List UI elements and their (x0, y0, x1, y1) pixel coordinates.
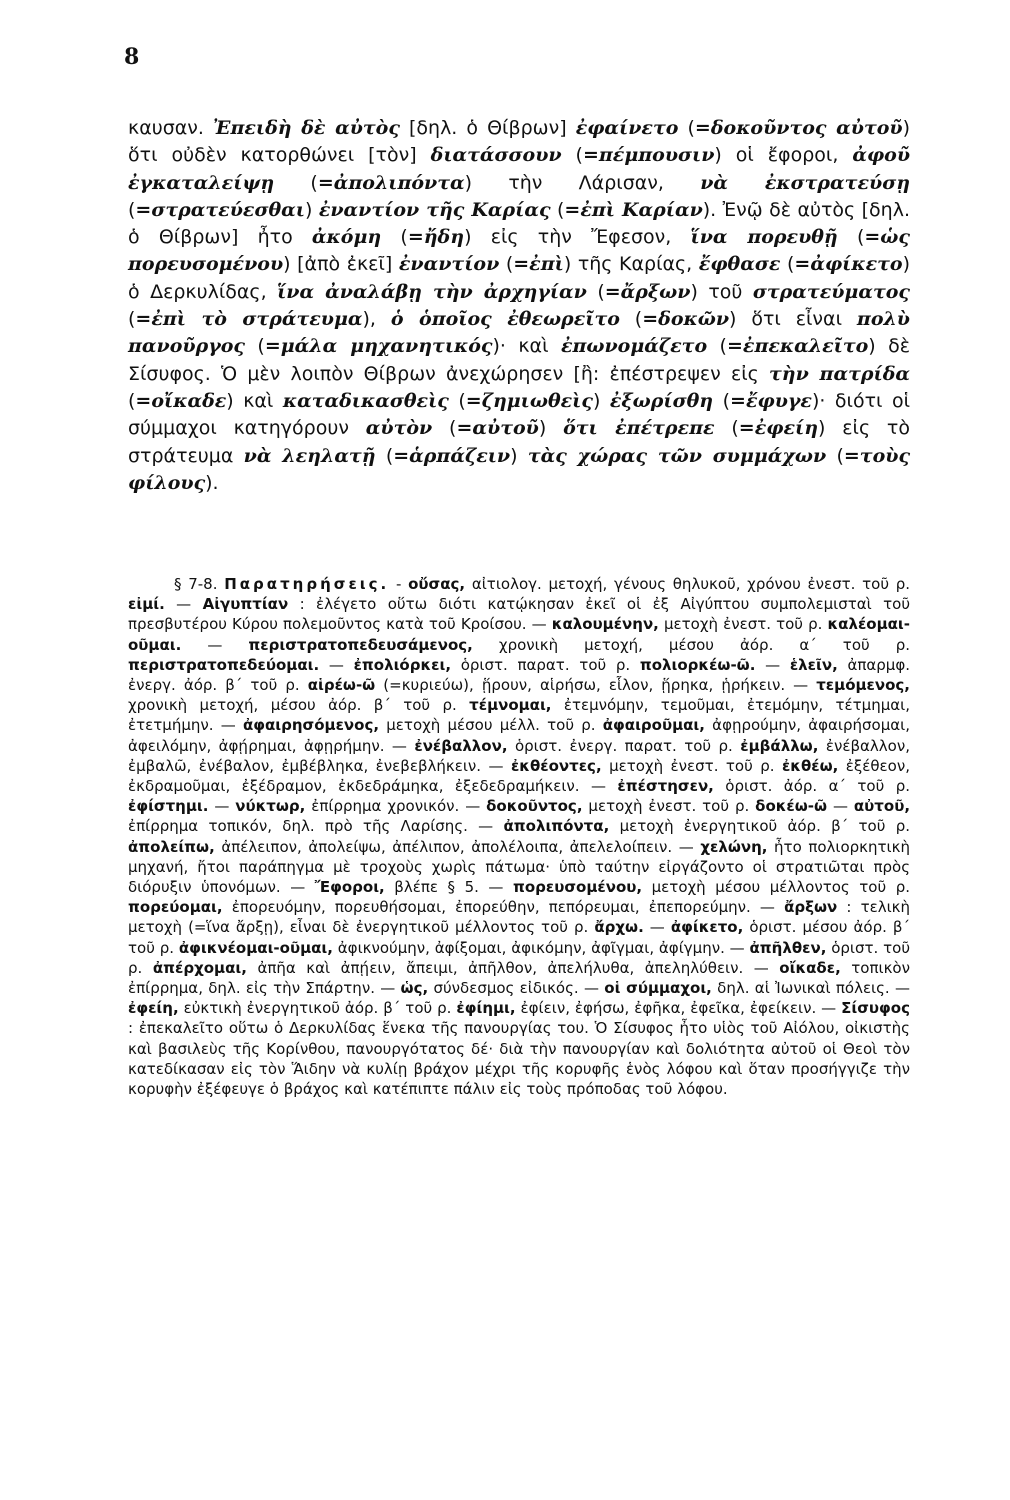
greek-phrase: =ἐφείη (738, 417, 819, 440)
text-run: δηλ. αἱ Ἰωνικαὶ πόλεις. — (711, 979, 910, 998)
text-run: ὁριστ. μέσου ἀόρ. β΄ τοῦ ρ. (128, 918, 910, 957)
text-run: ( (499, 253, 514, 276)
lemma: ἀπέρχομαι, (152, 958, 247, 977)
greek-phrase: =δοκοῦντος αὐτοῦ (694, 117, 903, 139)
greek-phrase: τὰς χώρας τῶν συμμάχων (527, 444, 827, 467)
greek-phrase: =στρατεύεσθαι (135, 198, 305, 221)
text-run: ἐπίρρημα χρονικόν. — (305, 797, 487, 816)
text-run: ( (274, 171, 318, 194)
text-run: ( (381, 226, 408, 249)
lemma: αὐτοῦ, (853, 797, 911, 816)
greek-phrase: =ἤδη (407, 226, 465, 249)
lemma: περιστρατοπεδευσάμενος, (248, 635, 473, 654)
text-run: ) δὲ Σίσυφος. Ὁ μὲν λοιπὸν Θίβρων ἀνεχώρησεν [ἢ: ἐπέστρεψεν εἰς (128, 335, 910, 385)
text-run: ) [ἀπὸ ἐκεῖ] (283, 253, 399, 276)
text-run: ) (510, 444, 528, 467)
text-run: )· καὶ (492, 335, 561, 358)
text-run: ( (707, 335, 727, 358)
text-run: ἀφῃρούμην, ἀφαιρήσομαι, ἀφειλόμην, ἀφῄρημαι, ἀφῃρήμην. — (128, 716, 910, 755)
greek-phrase: ἐναντίον (398, 253, 500, 276)
text-run: μετοχὴ μέσου μέλλ. τοῦ ρ. (379, 716, 603, 735)
lemma: ἐκθέω, (781, 756, 839, 775)
text-run: ) (304, 198, 319, 221)
text-run: — (181, 635, 249, 654)
text-run: ( (550, 198, 565, 221)
text-run: ( (780, 253, 795, 276)
text-run: § 7-8. (174, 575, 225, 593)
text-run: (=κυριεύω), ᾕρουν, αἱρήσω, εἷλον, ᾕρηκα, ᾑρήκειν. — (375, 676, 817, 695)
lemma: ἀπολιπόντα, (503, 817, 610, 836)
text-run: ). Ἐνῷ δὲ αὐτὸς [δηλ. ὁ Θίβρων] ἦτο (128, 198, 910, 249)
lemma: ἐκθέοντες, (510, 756, 602, 775)
text-run: ἀφικνούμην, ἀφίξομαι, ἀφικόμην, ἀφῖγμαι, ἀφίγμην. — (332, 938, 750, 957)
text-run: σύνδεσμος εἰδικός. — (428, 979, 605, 998)
text-run: ἐπορευόμην, πορευθήσομαι, ἐπορεύθην, πεπόρευμαι, ἐπεπορεύμην. — (222, 898, 785, 917)
text-run: ) εἰς τὸ στράτευμα (128, 417, 910, 467)
lemma: δοκέω-ῶ (755, 797, 828, 816)
text-run: μετοχὴ ἐνεστ. τοῦ ρ. (601, 756, 782, 775)
section-heading: Παρατηρήσεις. (224, 575, 390, 593)
lemma: καλέομαι-οῦμαι. (128, 615, 911, 654)
greek-phrase: ἵνα ἀναλάβῃ τὴν ἀρχηγίαν (277, 280, 587, 303)
text-run: ) εἰς τὴν Ἔφεσον, (464, 226, 691, 249)
text-run: ( (678, 117, 695, 139)
lemma: τέμνομαι, (469, 696, 552, 715)
text-run: ἐφίειν, ἐφήσω, ἐφῆκα, ἐφεῖκα, ἐφείκειν. — (515, 999, 842, 1018)
text-run: μετοχὴ ἐνεργητικοῦ ἀόρ. β΄ τοῦ ρ. (609, 817, 910, 836)
lemma: περιστρατοπεδεύομαι. (128, 655, 320, 674)
lemma: ἑλεῖν, (789, 655, 838, 674)
greek-phrase: =μάλα μηχανητικός (264, 335, 493, 358)
text-run: ( (432, 417, 457, 440)
lemma: νύκτωρ, (235, 797, 306, 816)
text-run: ( (837, 226, 865, 249)
lemma: ἀπῆλθεν, (749, 938, 827, 957)
text-run: : ἐλέγετο οὕτω διότι κατῴκησαν ἐκεῖ οἱ ἐξ Αἰγύπτου συμπολεμισταὶ τοῦ πρεσβυτέρου Κύρου πολεμοῦντος κατὰ τοῦ Κροίσου. — (128, 595, 910, 634)
lemma: εἰμί. (128, 595, 165, 614)
text-run: εὐκτικὴ ἐνεργητικοῦ ἀόρ. β΄ τοῦ ρ. (178, 999, 457, 1018)
text-run: καυσαν. (128, 117, 214, 139)
lemma: ἐπέστησεν, (617, 777, 714, 796)
greek-phrase: Ἐπειδὴ δὲ αὐτὸς (213, 117, 400, 139)
text-run: ) τοῦ (690, 280, 753, 303)
greek-phrase: =πέμπουσιν (582, 144, 715, 167)
text-run: ) ὅτι οὐδὲν κατορθώνει [τὸν] (128, 117, 911, 167)
lemma: ἐπολιόρκει, (353, 655, 452, 674)
greek-phrase: =ζημιωθεὶς (465, 389, 593, 412)
text-run: ( (713, 389, 731, 412)
text-run: ), (362, 308, 391, 331)
commentary-paragraph (128, 574, 910, 1099)
greek-phrase: =ἁρπάζειν (393, 444, 511, 467)
lemma: ἄρχω. (594, 918, 644, 937)
lemma: Σίσυφος (841, 999, 910, 1018)
text-run: )· διότι οἱ σύμμαχοι κατηγόρουν (128, 389, 911, 440)
text-run: ) (538, 417, 564, 440)
greek-phrase: =ἄρξων (604, 280, 691, 303)
text-run: ἀπῆα καὶ ἀπῄειν, ἄπειμι, ἀπῆλθον, ἀπελήλυθα, ἀπεληλύθειν. — (246, 958, 780, 977)
lemma: Ἔφοροι, (314, 878, 385, 897)
text-run: ἐπίρρημα τοπικόν, δηλ. πρὸ τῆς Λαρίσης. — (128, 817, 504, 836)
lemma: χελώνη, (700, 837, 768, 856)
text-run: μετοχὴ ἐνεστ. τοῦ ρ. (582, 797, 756, 816)
greek-phrase: ἐξωρίσθη (609, 389, 714, 412)
greek-phrase: ἔφθασε (698, 253, 781, 276)
text-run: ( (586, 280, 605, 303)
text-run: ( (128, 308, 136, 331)
lemma: πορευσομένου, (512, 878, 643, 897)
text-run: [δηλ. ὁ Θίβρων] (399, 117, 576, 139)
greek-phrase: ἐναντίον τῆς Καρίας (318, 198, 551, 221)
lemma: ἄρξων (784, 898, 838, 917)
text-run: - (389, 575, 409, 593)
greek-phrase: =ἐπὶ Καρίαν (564, 198, 703, 221)
greek-phrase: ἵνα πορευθῇ (690, 226, 838, 249)
text-run: ὁριστ. παρατ. τοῦ ρ. (451, 655, 640, 674)
lemma: πολιορκέω-ῶ. (639, 655, 756, 674)
text-run: ) ὁ Δερκυλίδας, (128, 253, 911, 303)
greek-phrase: πολὺ πανοῦργος (128, 308, 910, 358)
text-run: ( (128, 389, 136, 412)
text-run: χρονικὴ μετοχή, μέσου ἀόρ. α΄ τοῦ ρ. (472, 635, 910, 654)
text-run: ( (128, 198, 136, 221)
text-run: ) τὴν Λάρισαν, (464, 171, 701, 194)
text-run: ( (245, 335, 265, 358)
text-run: : τελικὴ μετοχὴ (=ἵνα ἄρξῃ), εἶναι δὲ ἐνεργητικοῦ μέλλοντος τοῦ ρ. (128, 898, 911, 937)
lemma: ὡς, (400, 979, 429, 998)
text-run: μετοχὴ ἐνεστ. τοῦ ρ. (658, 615, 828, 634)
lemma: καλουμένην, (551, 615, 659, 634)
lemma: ἐνέβαλλον, (414, 736, 508, 755)
greek-phrase: =δοκῶν (642, 308, 730, 331)
text-run: ( (619, 308, 643, 331)
lemma: αἱρέω-ῶ (307, 676, 376, 695)
lemma: ἐφίστημι. (128, 797, 209, 816)
text-run: ἐξέθεον, ἐκδραμοῦμαι, ἐξέδραμον, ἐκδεδράμηκα, ἐξεδεδραμήκειν. — (128, 756, 910, 796)
greek-phrase: =ἀπολιπόντα (317, 171, 465, 194)
text-run: ) οἱ ἔφοροι, (714, 144, 853, 167)
greek-phrase: =οἴκαδε (135, 389, 227, 412)
text-run: ἀπαρμφ. ἐνεργ. ἀόρ. β΄ τοῦ ρ. (128, 655, 910, 695)
text-run: ὁριστ. ἀόρ. α΄ τοῦ ρ. (713, 777, 911, 796)
text-run: ( (561, 144, 583, 167)
lemma: οἱ σύμμαχοι, (604, 979, 712, 998)
lemma: δοκοῦντος, (486, 797, 583, 816)
greek-phrase: ὁ ὁποῖος ἐθεωρεῖτο (390, 308, 620, 331)
text-run: : ἐπεκαλεῖτο οὕτω ὁ Δερκυλίδας ἕνεκα τῆς πανουργίας του. Ὁ Σίσυφος ἦτο υἱὸς τοῦ Αἰόλου, οἰκιστὴς καὶ βασιλεὺς τῆς Κορίνθου, πανουργότατος δέ· διὰ τὴν πανουργίαν καὶ δολιότητα αὐτοῦ οἱ Θεοὶ τὸν κατεδίκασαν εἰς τὸν Ἅιδην νὰ κυλίῃ βράχον μέχρι τῆς κορυφῆς ἑνὸς λόφου καὶ ὅταν προσήγγιζε τὴν κορυφὴν ἐξέφευγε ὁ βράχος καὶ κατέπιπτε πάλιν εἰς τοὺς πρόποδας τοῦ λόφου. (128, 1019, 910, 1099)
text-run: — (827, 797, 854, 816)
text-run: ) (592, 389, 610, 412)
lemma: οὔσας, (408, 575, 466, 593)
text-run: ὁριστ. τοῦ ρ. (128, 938, 910, 977)
text-run: ( (714, 417, 739, 440)
text-run: αἰτιολογ. μετοχή, γένους θηλυκοῦ, χρόνου ἐνεστ. τοῦ ρ. (465, 575, 911, 593)
text-run: ) ὅτι εἶναι (729, 308, 857, 331)
translation-paragraph (128, 115, 910, 497)
lemma: ἀφαιρησόμενος, (242, 716, 380, 735)
text-run: τοπικὸν ἐπίρρημα, δηλ. εἰς τὴν Σπάρτην. — (128, 958, 910, 998)
greek-phrase: =ἀφίκετο (794, 253, 903, 276)
lemma: ἐφείη, (128, 999, 179, 1018)
greek-phrase: =αὐτοῦ (456, 417, 539, 440)
greek-phrase: =ἐπεκαλεῖτο (726, 335, 869, 358)
greek-phrase: στρατεύματος (752, 280, 910, 303)
text-run: βλέπε § 5. — (384, 878, 513, 897)
lemma: ἀφαιροῦμαι, (602, 716, 705, 735)
text-run: χρονικὴ μετοχή, μέσου ἀόρ. β΄ τοῦ ρ. (128, 696, 470, 715)
text-run: ) τῆς Καρίας, (563, 253, 699, 276)
lemma: ἀφικνέομαι-οῦμαι, (178, 938, 333, 957)
text-run: — (164, 595, 203, 614)
text-run: ( (826, 444, 844, 467)
greek-phrase: =ἔφυγε (730, 389, 812, 412)
lemma: πορεύομαι, (128, 898, 223, 917)
text-run: ἐνέβαλλον, ἐμβαλῶ, ἐνέβαλον, ἐμβέβληκα, ἐνεβεβλήκειν. — (128, 736, 910, 775)
text-run: ὁριστ. ἐνεργ. παρατ. τοῦ ρ. (507, 736, 741, 755)
lemma: ἐμβάλλω, (740, 736, 819, 755)
greek-phrase: ἐπωνομάζετο (560, 335, 708, 358)
lemma: ἐφίημι, (456, 999, 516, 1018)
greek-phrase: =ἐπὶ τὸ στράτευμα (135, 308, 363, 331)
greek-phrase: ἀφοῦ ἐγκαταλείψῃ (128, 144, 910, 194)
text-run: ( (448, 389, 466, 412)
greek-phrase: τὴν πατρίδα (769, 362, 910, 385)
text-run: — (208, 797, 236, 816)
greek-phrase: =ἐπὶ (513, 253, 564, 276)
text-run: — (755, 655, 790, 674)
lemma: οἴκαδε, (779, 958, 841, 977)
greek-phrase: αὐτὸν (365, 417, 433, 440)
text-run: — (319, 655, 354, 674)
lemma: Αἰγυπτίαν (202, 595, 289, 614)
greek-phrase: =ὡς πορευσομένου (128, 226, 910, 276)
text-run: ἀπέλειπον, ἀπολείψω, ἀπέλιπον, ἀπολέλοιπα, ἀπελελοίπειν. — (214, 837, 701, 856)
greek-phrase: ἀκόμη (311, 226, 382, 249)
commentary-text (128, 574, 910, 1099)
greek-phrase: νὰ λεηλατῇ (243, 444, 376, 467)
text-run: ) καὶ (226, 389, 283, 412)
text-run: μετοχὴ μέσου μέλλοντος τοῦ ρ. (642, 878, 910, 897)
text-run: ἐτεμνόμην, τεμοῦμαι, ἐτεμόμην, τέτμημαι, ἐτετμήμην. — (128, 696, 910, 735)
lemma: ἀφίκετο, (670, 918, 744, 937)
page-number: 8 (124, 44, 140, 70)
text-run: — (643, 918, 671, 937)
greek-phrase: καταδικασθεὶς (282, 389, 449, 412)
greek-phrase: ὅτι ἐπέτρεπε (563, 417, 715, 440)
greek-phrase: ἐφαίνετο (575, 117, 679, 139)
greek-phrase: νὰ ἐκστρατεύσῃ (700, 171, 911, 194)
lemma: τεμόμενος, (816, 676, 910, 695)
lemma: ἀπολείπω, (128, 837, 215, 856)
greek-phrase: =τοὺς φίλους (128, 444, 911, 494)
text-run: ἦτο πολιορκητικὴ μηχανή, ἤτοι παράπηγμα μὲ τροχοὺς χωρὶς πάτωμα· ὑπὸ ταύτην εἰργάζοντο οἱ στρατιῶται πρὸς διόρυξιν ὑπονόμων. — (128, 837, 910, 897)
text-run: ( (375, 444, 394, 467)
text-run: ). (205, 471, 219, 494)
greek-phrase: διατάσσουν (430, 144, 562, 167)
